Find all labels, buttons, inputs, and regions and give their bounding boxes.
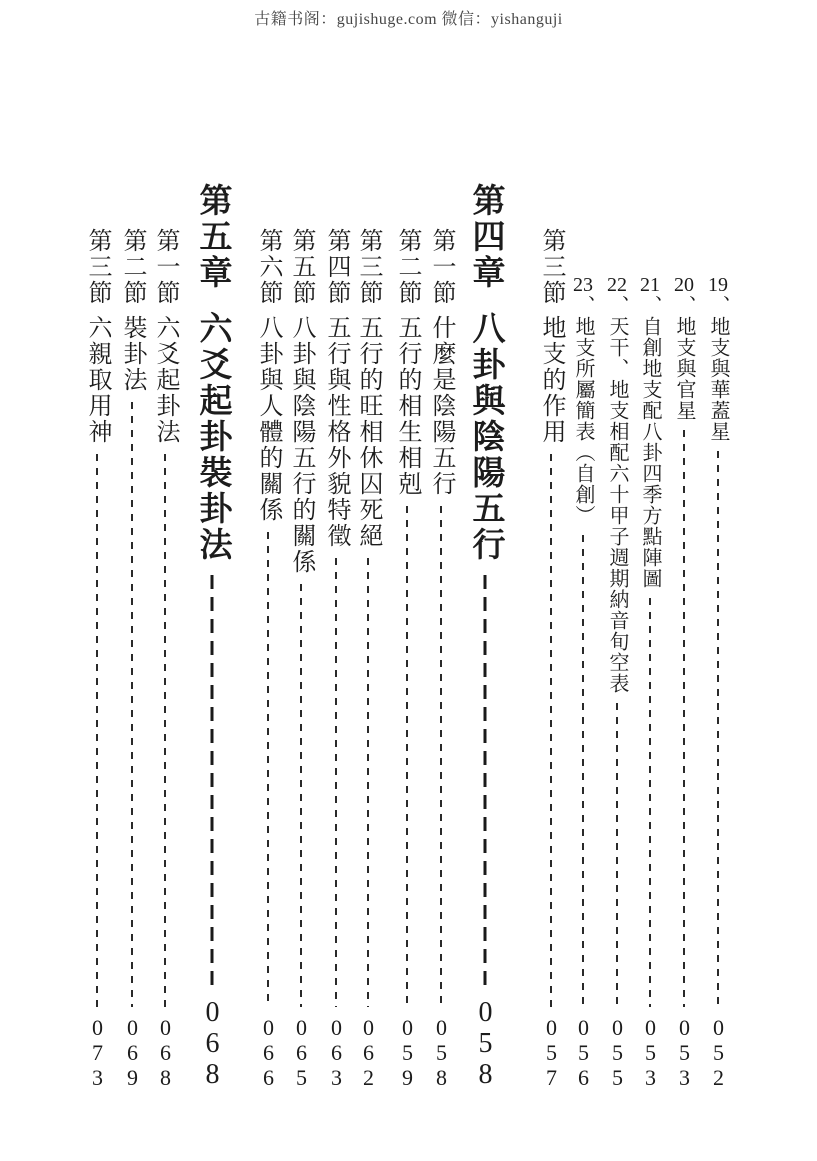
entry-label: 第五節: [288, 228, 314, 306]
toc-section-ch4-2: [395, 228, 419, 1090]
entry-title: 自創地支配八卦四季方點陣圖: [639, 316, 661, 589]
entry-title: 地支與華蓋星: [707, 316, 729, 442]
toc-section-ch5-1: [153, 228, 177, 1090]
toc-item-19: [707, 275, 729, 1090]
entry-title: 六爻起卦法: [152, 315, 178, 445]
page-number: 066: [256, 1015, 281, 1090]
entry-label: 第四節: [323, 228, 349, 306]
dotted-leader: [96, 454, 98, 1007]
entry-label: 第四章: [467, 183, 504, 291]
toc-entry-text: [196, 183, 229, 563]
entry-number: 21: [640, 275, 660, 295]
dotted-leader: [406, 506, 408, 1007]
entry-separator: 、: [707, 295, 729, 316]
toc-entry-text: [640, 275, 660, 589]
page-number: 057: [539, 1015, 564, 1090]
page-number: 058: [429, 1015, 454, 1090]
entry-label: 第六節: [255, 228, 281, 306]
toc-section-ch4-6: [256, 228, 280, 1090]
toc-item-22: [606, 275, 628, 1090]
dotted-leader: [582, 535, 584, 1007]
dotted-leader: [367, 558, 369, 1007]
entry-label: 第三節: [84, 228, 110, 306]
toc-section-ch5-2: [120, 228, 144, 1090]
dotted-leader: [649, 598, 651, 1007]
entry-title: 五行的相生相剋: [394, 315, 420, 497]
toc-entry-text: [324, 228, 348, 549]
entry-label: 第三節: [538, 228, 564, 306]
toc-entry-text: [395, 228, 419, 497]
dotted-leader: [550, 454, 552, 1007]
toc-entry-text: [674, 275, 694, 421]
page-number: 055: [605, 1015, 630, 1090]
page-number: 073: [85, 1015, 110, 1090]
page-number: 053: [672, 1015, 697, 1090]
dotted-leader: [300, 584, 302, 1007]
toc-item-23: [572, 275, 594, 1090]
toc-item-20: [673, 275, 695, 1090]
dashed-leader: [484, 575, 487, 989]
entry-separator: 、: [639, 295, 661, 316]
page-number: 063: [324, 1015, 349, 1090]
dotted-leader: [335, 558, 337, 1007]
toc-section-ch5-3: [85, 228, 109, 1090]
entry-label: 第五章: [194, 183, 231, 291]
dotted-leader: [717, 451, 719, 1007]
page-number: 065: [289, 1015, 314, 1090]
toc-chapter-4: [469, 183, 502, 1090]
toc-entry-text: [607, 275, 627, 694]
toc-section-ch4-5: [289, 228, 313, 1090]
toc-entry-text: [289, 228, 313, 575]
entry-title: 五行與性格外貌特徵: [323, 315, 349, 549]
dotted-leader: [683, 430, 685, 1007]
toc-chapter-5: [196, 183, 229, 1090]
page-number: 068: [197, 997, 228, 1090]
entry-label: 第三節: [355, 228, 381, 306]
toc-item-21: [639, 275, 661, 1090]
entry-title: 五行的旺相休囚死絕: [355, 315, 381, 549]
page-number: 068: [153, 1015, 178, 1090]
page-number: 052: [706, 1015, 731, 1090]
entry-title: 地支所屬簡表（自創）: [572, 316, 594, 526]
toc-entry-text: [85, 228, 109, 445]
toc-entry-text: [573, 275, 593, 526]
entry-number: 23: [573, 275, 593, 295]
toc-entry-text: [120, 228, 144, 393]
entry-title: 裝卦法: [119, 315, 145, 393]
page-number: 062: [356, 1015, 381, 1090]
toc-entry-text: [708, 275, 728, 442]
entry-title: 六親取用神: [84, 315, 110, 445]
toc-entry-text: [256, 228, 280, 523]
page-number: 058: [470, 997, 501, 1090]
toc-section-ch4-1: [429, 228, 453, 1090]
entry-title: 八卦與陰陽五行: [467, 311, 504, 563]
entry-number: 19: [708, 275, 728, 295]
entry-separator: 、: [673, 295, 695, 316]
toc-section-dizhi-zuoyong: [539, 228, 563, 1090]
entry-label: 第二節: [119, 228, 145, 306]
page-number: 069: [120, 1015, 145, 1090]
entry-title: 六爻起卦裝卦法: [194, 311, 231, 563]
toc-entry-text: [539, 228, 563, 445]
toc-entry-text: [469, 183, 502, 563]
watermark-header: 古籍书阁：gujishuge.com 微信：yishanguji: [254, 11, 563, 28]
toc-section-ch4-4: [324, 228, 348, 1090]
entry-label: 第一節: [428, 228, 454, 306]
entry-label: 第二節: [394, 228, 420, 306]
entry-separator: 、: [572, 295, 594, 316]
dotted-leader: [131, 402, 133, 1007]
page-number: 059: [395, 1015, 420, 1090]
entry-label: 第一節: [152, 228, 178, 306]
dashed-leader: [211, 575, 214, 989]
dotted-leader: [267, 532, 269, 1007]
dotted-leader: [616, 703, 618, 1007]
entry-title: 地支與官星: [673, 316, 695, 421]
entry-title: 八卦與陰陽五行的關係: [288, 315, 314, 575]
entry-number: 22: [607, 275, 627, 295]
dotted-leader: [440, 506, 442, 1007]
entry-separator: 、: [606, 295, 628, 316]
toc-entry-text: [356, 228, 380, 549]
dotted-leader: [164, 454, 166, 1007]
toc-entry-text: [153, 228, 177, 445]
toc-entry-text: [429, 228, 453, 497]
entry-number: 20: [674, 275, 694, 295]
entry-title: 八卦與人體的關係: [255, 315, 281, 523]
entry-title: 什麼是陰陽五行: [428, 315, 454, 497]
entry-title: 地支的作用: [538, 315, 564, 445]
page-number: 053: [638, 1015, 663, 1090]
toc-section-ch4-3: [356, 228, 380, 1090]
page-number: 056: [571, 1015, 596, 1090]
entry-title: 天干、地支相配六十甲子週期納音旬空表: [606, 316, 628, 694]
